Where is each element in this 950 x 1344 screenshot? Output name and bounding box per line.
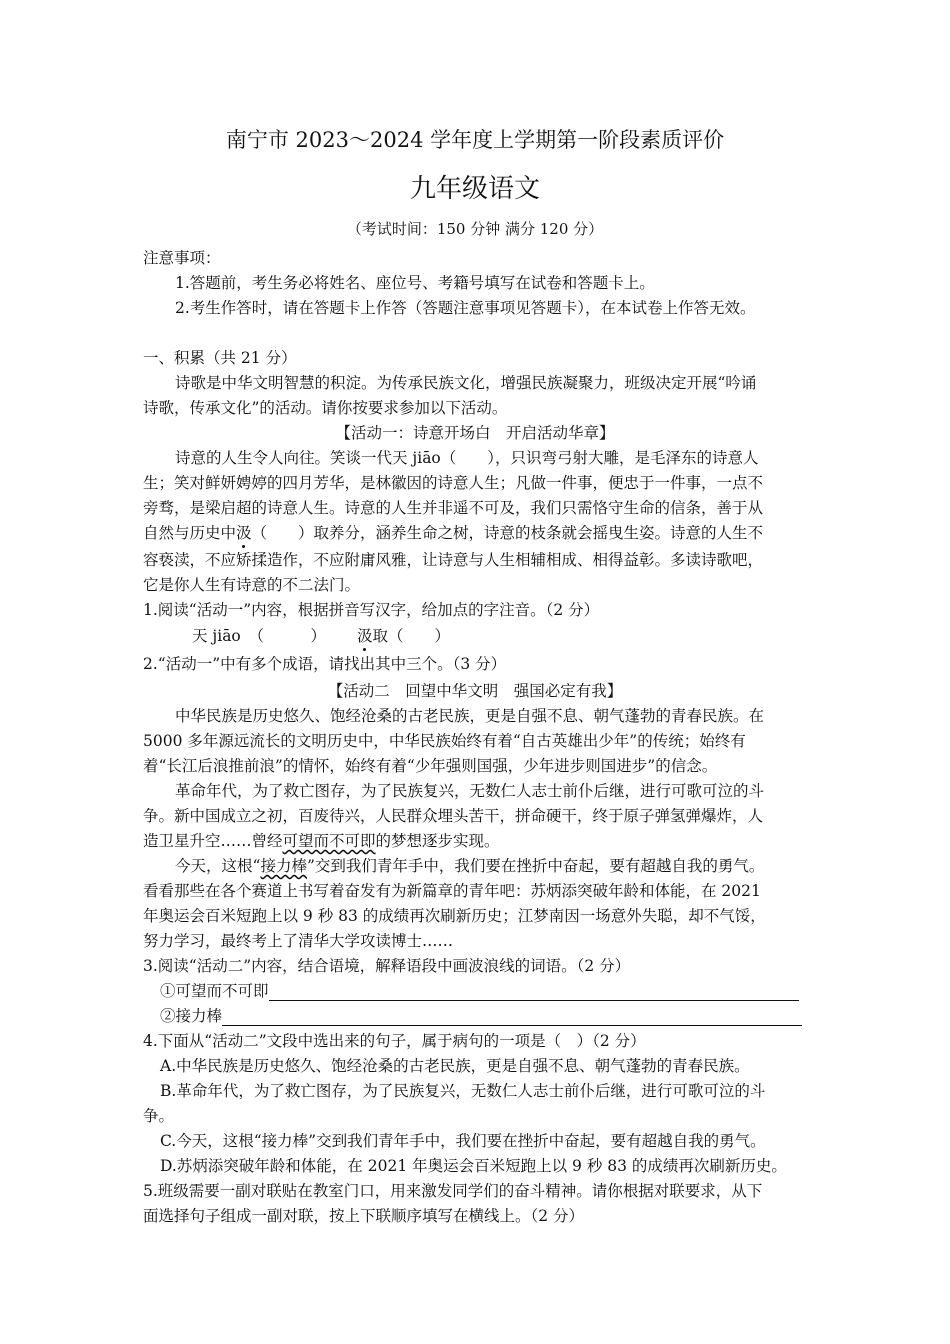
text-segment: ”交到我们青年手中，我们要在挫折中奋起，要有超越自我的勇气。 — [306, 857, 765, 875]
option-d: D.苏炳添突破年龄和体能，在 2021 年奥运会百米短跑上以 9 秒 83 的成绩再次刷新历史。 — [160, 1157, 787, 1175]
paragraph-line: 努力学习，最终考上了清华大学攻读博士…… — [143, 932, 454, 950]
section-heading: 一、积累（共 21 分） — [143, 349, 297, 367]
paragraph-line: 5000 多年源远流长的文明历史中，中华民族始终有着“自古英雄出少年”的传统；始终有 — [143, 732, 746, 750]
text-segment: 造卫星升空……曾经 — [143, 832, 283, 850]
paragraph-line: 诗歌是中华文明智慧的积淀。为传承民族文化，增强民族凝聚力，班级决定开展“吟诵 — [175, 374, 757, 392]
notice-item: 2.考生作答时，请在答题卡上作答（答题注意事项见答题卡），在本试卷上作答无效。 — [175, 299, 756, 317]
paragraph-line: 它是你人生有诗意的不二法门。 — [143, 576, 361, 594]
question-1: 1.阅读“活动一”内容，根据拼音写汉字，给加点的字注音。（2 分） — [143, 601, 600, 619]
answer-label: ①可望而不可即 — [160, 982, 269, 1000]
option-b: B.革命年代，为了救亡图存，为了民族复兴，无数仁人志士前仆后继，进行可歌可泣的斗 — [160, 1082, 766, 1100]
paragraph-line: 容亵渎，不应矫揉造作，不应附庸风雅，让诗意与人生相辅相成、相得益彰。多读诗歌吧， — [143, 551, 764, 569]
text-segment: 今天，这根“ — [175, 857, 261, 875]
option-c: C.今天，这根“接力棒”交到我们青年手中，我们要在挫折中奋起，要有超越自我的勇气。 — [160, 1132, 766, 1150]
question-4: 4.下面从“活动二”文段中选出来的句子，属于病句的一项是（ ）（2 分） — [143, 1032, 646, 1050]
text-segment: 取（ ） — [372, 627, 451, 645]
question-2: 2.“活动一”中有多个成语，请找出其中三个。（3 分） — [143, 655, 507, 673]
q3-answer-1 — [160, 979, 824, 1001]
wavy-underlined-phrase: 接力棒 — [260, 857, 307, 875]
option-b-cont: 争。 — [143, 1107, 175, 1125]
question-5: 5.班级需要一副对联贴在教室门口，用来激发同学们的奋斗精神。请你根据对联要求，从下 — [143, 1182, 763, 1200]
paragraph-line: 年奥运会百米短跑上以 9 秒 83 的成绩再次刷新历史；江梦南因一场意外失聪，却不气馁， — [143, 907, 766, 925]
paragraph-line: 争。新中国成立之初，百废待兴，人民群众埋头苦干，拼命硬干，终于原子弹氢弹爆炸，人 — [143, 807, 764, 825]
paragraph-line: 看看那些在各个赛道上书写着奋发有为新篇章的青年吧：苏炳添突破年龄和体能，在 2021 — [143, 882, 761, 900]
paragraph-line: 着“长江后浪推前浪”的情怀，始终有着“少年强则国强，少年进步则国进步”的信念。 — [143, 757, 718, 775]
activity2-heading: 【活动二 回望中华文明 强国必定有我】 — [327, 682, 623, 700]
paragraph-line: 旁骛，是梁启超的诗意人生。诗意的人生并非遥不可及，我们只需恪守生命的信条，善于从 — [143, 499, 764, 517]
paragraph-line — [143, 829, 807, 851]
exam-info: （考试时间：150 分钟 满分 120 分） — [346, 220, 604, 238]
dotted-char: 汲 — [236, 524, 252, 542]
paragraph-line: 革命年代，为了救亡图存，为了民族复兴，无数仁人志士前仆后继，进行可歌可泣的斗 — [175, 782, 765, 800]
answer-blank[interactable] — [269, 986, 799, 1001]
question-3: 3.阅读“活动二”内容，结合语境，解释语段中画波浪线的词语。（2 分） — [143, 957, 631, 975]
text-segment: 的梦想逐步实现。 — [375, 832, 500, 850]
text-segment: （ ）取养分，涵养生命之树，诗意的枝条就会摇曳生姿。诗意的人生不 — [251, 524, 764, 542]
q1-answer-1: 天 jiāo （ ） — [192, 627, 327, 645]
answer-blank[interactable] — [222, 1011, 802, 1026]
paragraph-line: 诗歌，传承文化”的活动。请你按要求参加以下活动。 — [143, 399, 508, 417]
paragraph-line: 生；笑对鲜妍娉婷的四月芳华，是林徽因的诗意人生；凡做一件事，便忠于一件事，一点不 — [143, 474, 764, 492]
subject-title: 九年级语文 — [409, 174, 540, 204]
dotted-char: 汲 — [357, 627, 373, 645]
text-segment: 自然与历史中 — [143, 524, 237, 542]
wavy-underlined-phrase: 可望而不可即 — [282, 832, 376, 850]
activity1-heading: 【活动一：诗意开场白 开启活动华章】 — [335, 424, 615, 442]
notice-heading: 注意事项： — [143, 249, 221, 267]
paragraph-line: 中华民族是历史悠久、饱经沧桑的古老民族，更是自强不息、朝气蓬勃的青春民族。在 — [175, 707, 765, 725]
paragraph-line — [175, 854, 839, 876]
question-5-cont: 面选择句子组成一副对联，按上下联顺序填写在横线上。（2 分） — [143, 1207, 585, 1225]
answer-label: ②接力棒 — [160, 1007, 223, 1025]
paragraph-line — [143, 521, 807, 543]
notice-item: 1.答题前，考生务必将姓名、座位号、考籍号填写在试卷和答题卡上。 — [175, 274, 655, 292]
q1-answer-2 — [357, 624, 950, 646]
option-a: A.中华民族是历史悠久、饱经沧桑的古老民族，更是自强不息、朝气蓬勃的青春民族。 — [160, 1057, 750, 1075]
paragraph-line: 诗意的人生令人向往。笑谈一代天 jiāo（ ），只识弯弓射大雕，是毛泽东的诗意人 — [175, 449, 759, 467]
q3-answer-2 — [160, 1004, 824, 1026]
exam-title: 南宁市 2023～2024 学年度上学期第一阶段素质评价 — [225, 128, 725, 152]
